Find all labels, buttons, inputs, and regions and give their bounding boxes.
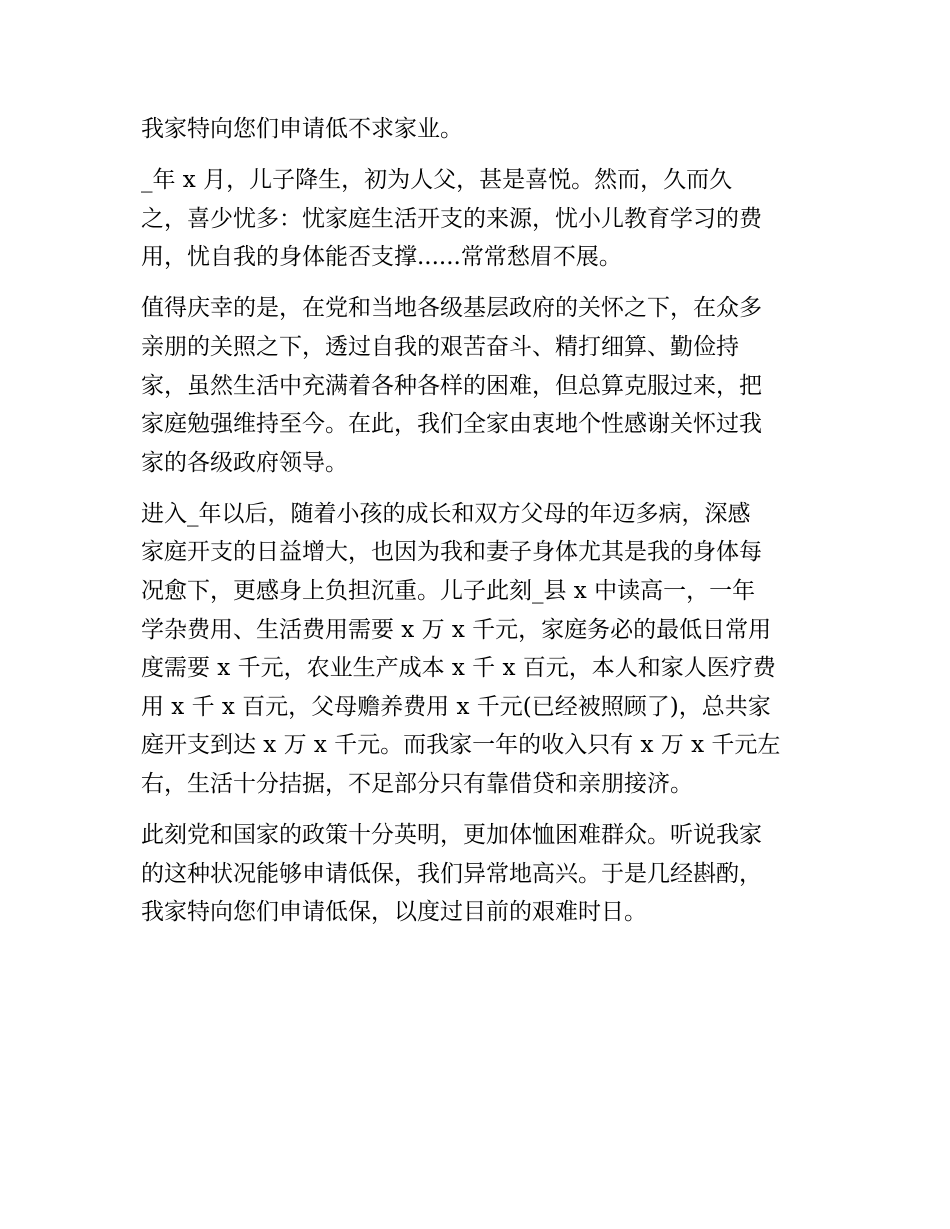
paragraph-1-line-1: 我家特向您们申请低不求家业。 bbox=[141, 116, 463, 142]
paragraph-3-line-5: 家的各级政府领导。 bbox=[141, 449, 348, 476]
paragraph-2-line-3: 用，忧自我的身体能否支撑......常常愁眉不展。 bbox=[141, 244, 622, 271]
paragraph-4-line-7: 庭开支到达 x 万 x 千元。而我家一年的收入只有 x 万 x 千元左 bbox=[141, 732, 781, 759]
paragraph-5-line-1: 此刻党和国家的政策十分英明，更加体恤困难群众。听说我家 bbox=[141, 822, 762, 849]
paragraph-3-line-4: 家庭勉强维持至今。在此，我们全家由衷地个性感谢关怀过我 bbox=[141, 411, 762, 438]
paragraph-3-line-2: 亲朋的关照之下，透过自我的艰苦奋斗、精打细算、勤俭持 bbox=[141, 333, 739, 360]
paragraph-3-line-1: 值得庆幸的是，在党和当地各级基层政府的关怀之下，在众多 bbox=[141, 295, 762, 322]
paragraph-2-line-2: 之，喜少忧多：忧家庭生活开支的来源，忧小儿教育学习的费 bbox=[141, 205, 762, 232]
paragraph-5-line-3: 我家特向您们申请低保，以度过目前的艰难时日。 bbox=[141, 899, 647, 926]
document-body bbox=[141, 110, 821, 932]
paragraph-4-line-2: 家庭开支的日益增大，也因为我和妻子身体尤其是我的身体每 bbox=[141, 539, 762, 566]
paragraph-4-line-6: 用 x 千 x 百元，父母赡养费用 x 千元(已经被照顾了)，总共家 bbox=[141, 693, 771, 720]
paragraph-4-line-4: 学杂费用、生活费用需要 x 万 x 千元，家庭务必的最低日常用 bbox=[141, 616, 772, 643]
paragraph-4-line-5: 度需要 x 千元，农业生产成本 x 千 x 百元，本人和家人医疗费 bbox=[141, 655, 776, 682]
paragraph-4-line-1: 进入_年以后，随着小孩的成长和双方父母的年迈多病，深感 bbox=[141, 500, 751, 527]
paragraph-4-line-3: 况愈下，更感身上负担沉重。儿子此刻_县 x 中读高一，一年 bbox=[141, 578, 756, 605]
paragraph-2-line-1: _年 x 月，儿子降生，初为人父，甚是喜悦。然而，久而久 bbox=[141, 167, 733, 194]
paragraph-4-line-8: 右，生活十分拮据，不足部分只有靠借贷和亲朋接济。 bbox=[141, 771, 693, 797]
paragraph-5-line-2: 的这种状况能够申请低保，我们异常地高兴。于是几经斟酌， bbox=[141, 860, 762, 887]
paragraph-3-line-3: 家，虽然生活中充满着各种各样的困难，但总算克服过来，把 bbox=[141, 372, 762, 399]
